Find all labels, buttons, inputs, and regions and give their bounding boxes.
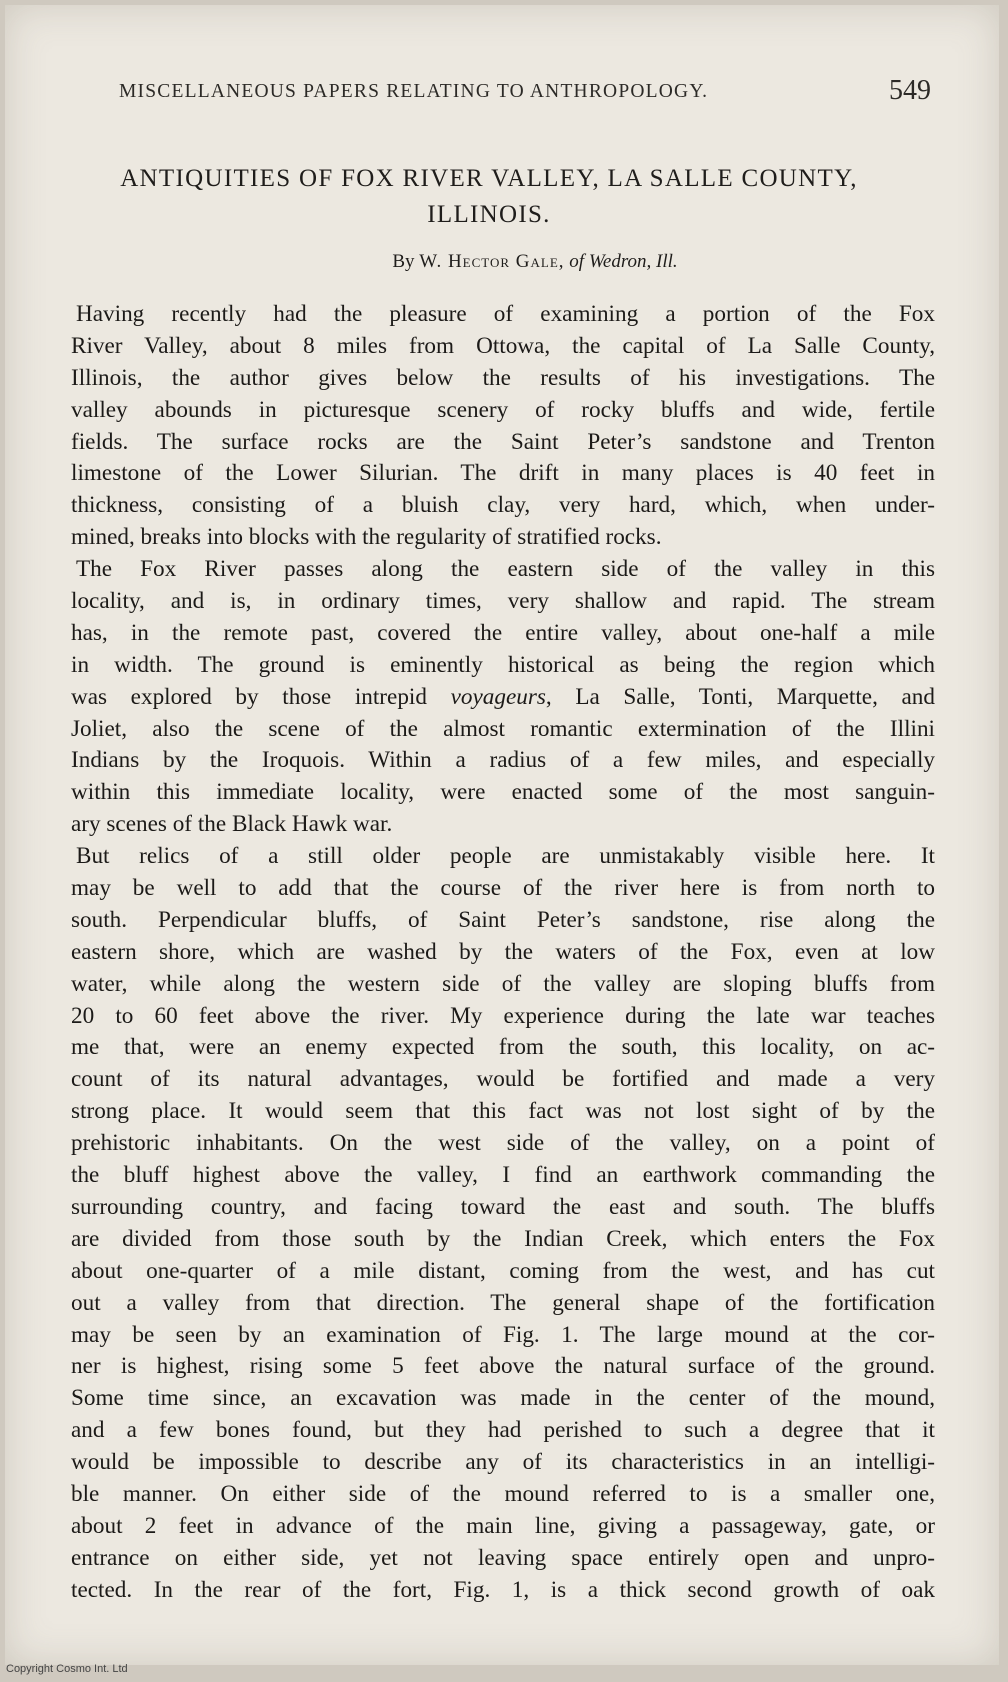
- text-line: Having recently had the pleasure of examining a portion of the Fox: [76, 301, 935, 327]
- text-line: within this immediate locality, were enacted some of the most sanguin-: [71, 779, 935, 806]
- text-line: about 2 feet in advance of the main line, giving a passageway, gate, or: [71, 1512, 935, 1539]
- copyright-notice: Copyright Cosmo Int. Ltd: [6, 1663, 128, 1675]
- byline-affiliation: of Wedron, Ill.: [569, 251, 678, 272]
- text-line: me that, were an enemy expected from the south, this locality, on ac-: [71, 1034, 935, 1061]
- text-line: The Fox River passes along the eastern side of the valley in this: [76, 556, 935, 583]
- text-line: in width. The ground is eminently historical as being the region which: [71, 651, 935, 678]
- text-line: 20 to 60 feet above the river. My experience during the late war teaches: [71, 1002, 935, 1029]
- text-line: entrance on either side, yet not leaving space entirely open and unpro-: [71, 1544, 935, 1571]
- byline-by: By: [392, 251, 415, 272]
- text-line: thickness, consisting of a bluish clay, very hard, which, when under-: [71, 492, 935, 519]
- running-head-title: MISCELLANEOUS PAPERS RELATING TO ANTHROPOLOGY.: [119, 81, 709, 102]
- byline: [235, 251, 835, 273]
- text-line: the bluff highest above the valley, I find an earthwork commanding the: [71, 1162, 935, 1189]
- byline-author: W. Hector Gale,: [419, 251, 565, 272]
- text-line: Joliet, also the scene of the almost romantic extermination of the Illini: [71, 715, 935, 742]
- text-line: would be impossible to describe any of its characteristics in an intelligi-: [71, 1449, 935, 1476]
- text-line: out a valley from that direction. The general shape of the fortification: [71, 1289, 935, 1316]
- text-line: River Valley, about 8 miles from Ottowa, the capital of La Salle County,: [71, 332, 935, 359]
- text-line: Indians by the Iroquois. Within a radius of a few miles, and especially: [71, 747, 935, 774]
- text-line: water, while along the western side of the valley are sloping bluffs from: [71, 970, 935, 997]
- text-line: may be seen by an examination of Fig. 1. The large mound at the cor-: [71, 1321, 935, 1348]
- page-number: 549: [889, 75, 931, 106]
- text-line: valley abounds in picturesque scenery of rocky bluffs and wide, fertile: [71, 396, 935, 423]
- text-line: limestone of the Lower Silurian. The drift in many places is 40 feet in: [71, 460, 935, 487]
- text-line: fields. The surface rocks are the Saint Peter’s sandstone and Trenton: [71, 428, 935, 455]
- text-line: south. Perpendicular bluffs, of Saint Peter’s sandstone, rise along the: [71, 906, 935, 933]
- text-line: Illinois, the author gives below the results of his investigations. The: [71, 364, 935, 391]
- text-line: count of its natural advantages, would be fortified and made a very: [71, 1066, 935, 1093]
- text-line: strong place. It would seem that this fact was not lost sight of by the: [71, 1098, 935, 1125]
- text-line: prehistoric inhabitants. On the west side of the valley, on a point of: [71, 1130, 935, 1157]
- text-line: may be well to add that the course of the river here is from north to: [71, 875, 935, 902]
- text-line: ner is highest, rising some 5 feet above the natural surface of the ground.: [71, 1353, 935, 1380]
- article-title-line-1: ANTIQUITIES OF FOX RIVER VALLEY, LA SALLE COUNTY,: [120, 165, 858, 192]
- running-head: [119, 75, 931, 115]
- text-line: about one-quarter of a mile distant, coming from the west, and has cut: [71, 1257, 935, 1284]
- text-line: and a few bones found, but they had perished to such a degree that it: [71, 1417, 935, 1444]
- text-line: are divided from those south by the Indian Creek, which enters the Fox: [71, 1225, 935, 1252]
- article-title-line-2: ILLINOIS.: [427, 201, 551, 228]
- text-line: Some time since, an excavation was made in the center of the mound,: [71, 1385, 935, 1412]
- book-page: [5, 5, 999, 1665]
- text-line: ary scenes of the Black Hawk war.: [71, 811, 393, 838]
- text-line: But relics of a still older people are unmistakably visible here. It: [76, 843, 935, 870]
- text-line: has, in the remote past, covered the entire valley, about one-half a mile: [71, 619, 935, 646]
- text-line: ble manner. On either side of the mound referred to is a smaller one,: [71, 1480, 935, 1507]
- text-line: was explored by those intrepid voyageurs, La Salle, Tonti, Marquette, and: [71, 683, 935, 710]
- text-line: tected. In the rear of the fort, Fig. 1, is a thick second growth of oak: [71, 1576, 935, 1603]
- text-line: mined, breaks into blocks with the regularity of stratified rocks.: [71, 524, 662, 551]
- article-body: [71, 299, 935, 1607]
- text-line: eastern shore, which are washed by the waters of the Fox, even at low: [71, 938, 935, 965]
- text-line: locality, and is, in ordinary times, very shallow and rapid. The stream: [71, 588, 935, 615]
- text-line: surrounding country, and facing toward the east and south. The bluffs: [71, 1193, 935, 1220]
